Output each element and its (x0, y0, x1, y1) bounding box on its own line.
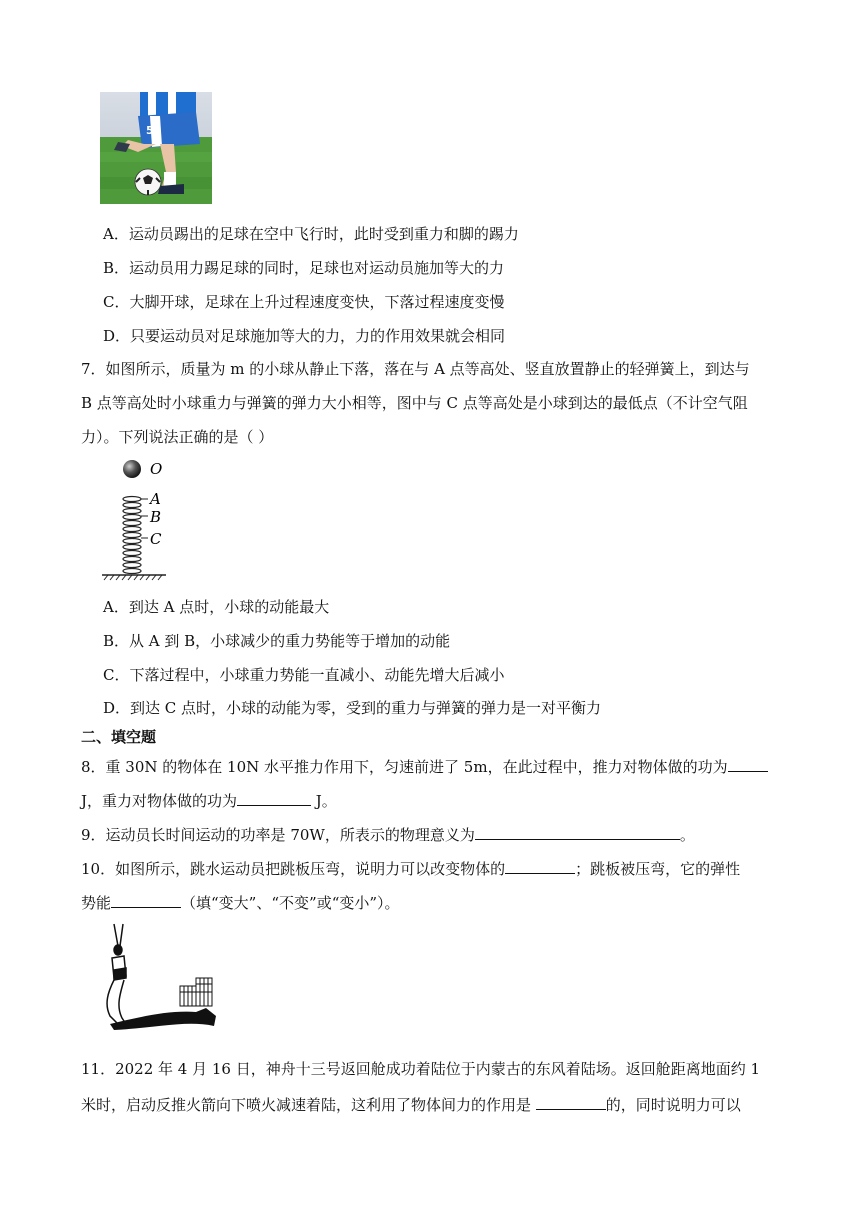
q10-blank-1 (505, 857, 575, 874)
q9-blank (475, 823, 680, 840)
q10-line-2 (81, 891, 400, 913)
q7-stem-line-3: 力）。下列说法正确的是（ ） (81, 428, 274, 446)
q9-text: 9．运动员长时间运动的功率是 70W，所表示的物理意义为 (81, 826, 475, 844)
springboard (110, 1008, 216, 1030)
ground (102, 575, 166, 580)
q11-line-2 (81, 1093, 741, 1115)
ball (123, 460, 141, 478)
spring (123, 497, 141, 574)
q7-stem-line-2: B 点等高处时小球重力与弹簧的弹力大小相等，图中与 C 点等高处是小球到达的最低点（不计空气阻 (81, 394, 748, 412)
q7-option-a: A．到达 A 点时，小球的动能最大 (103, 598, 330, 616)
q8-blank-1 (728, 755, 768, 772)
q10-blank-2 (111, 891, 181, 908)
q6-option-d: D．只要运动员对足球施加等大的力，力的作用效果就会相同 (103, 327, 506, 345)
q11-blank-1 (536, 1093, 606, 1110)
q10-text-4: （填“变大”、“不变”或“变小”）。 (181, 894, 400, 912)
q8-text-1: 8．重 30N 的物体在 10N 水平推力作用下，匀速前进了 5m，在此过程中，推力对物体做的功为 (81, 758, 728, 776)
label-o: O (150, 460, 163, 478)
label-b: B (150, 508, 162, 526)
svg-text:5: 5 (146, 124, 154, 137)
label-c: C (150, 530, 162, 548)
q9-line (81, 823, 695, 845)
q7-option-b: B．从 A 到 B，小球减少的重力势能等于增加的动能 (103, 632, 451, 650)
q10-text-1: 10．如图所示，跳水运动员把跳板压弯，说明力可以改变物体的 (81, 860, 506, 878)
q7-option-d: D．到达 C 点时，小球的动能为零，受到的重力与弹簧的弹力是一对平衡力 (103, 699, 602, 717)
q11-text-1: 米时，启动反推火箭向下喷火减速着陆，这利用了物体间力的作用是 (81, 1096, 536, 1114)
q9-end: 。 (679, 826, 695, 844)
q6-option-c: C．大脚开球，足球在上升过程速度变快，下落过程速度变慢 (103, 293, 505, 311)
q10-line-1 (81, 857, 740, 879)
q7-stem-line-1: 7．如图所示，质量为 m 的小球从静止下落，落在与 A 点等高处、竖直放置静止的轻弹簧上，到达与 (81, 360, 750, 378)
soccer-photo (100, 92, 212, 204)
q8-line-1 (81, 755, 768, 777)
q6-option-b: B．运动员用力踢足球的同时，足球也对运动员施加等大的力 (103, 259, 505, 277)
q6-option-a: A．运动员踢出的足球在空中飞行时，此时受到重力和脚的踢力 (103, 225, 519, 243)
q8-text-3: J。 (311, 792, 337, 810)
label-a: A (150, 490, 161, 508)
spring-ball-diagram (100, 456, 180, 586)
q7-option-c: C．下落过程中，小球重力势能一直减小、动能先增大后减小 (103, 666, 505, 684)
section-heading: 二、填空题 (81, 728, 157, 746)
board-stand (180, 978, 212, 1006)
q10-text-3: 势能 (81, 894, 112, 912)
q11-text-2: 的，同时说明力可以 (605, 1096, 741, 1114)
q8-line-2 (81, 789, 337, 811)
q11-line-1: 11．2022 年 4 月 16 日，神舟十三号返回舱成功着陆位于内蒙古的东风着陆场。返回舱距离地面约 1 (81, 1060, 761, 1078)
q10-text-2: ；跳板被压弯，它的弹性 (575, 860, 741, 878)
q8-text-2: J，重力对物体做的功为 (81, 792, 238, 810)
q8-blank-2 (237, 789, 311, 806)
diver-springboard-diagram (96, 920, 226, 1032)
